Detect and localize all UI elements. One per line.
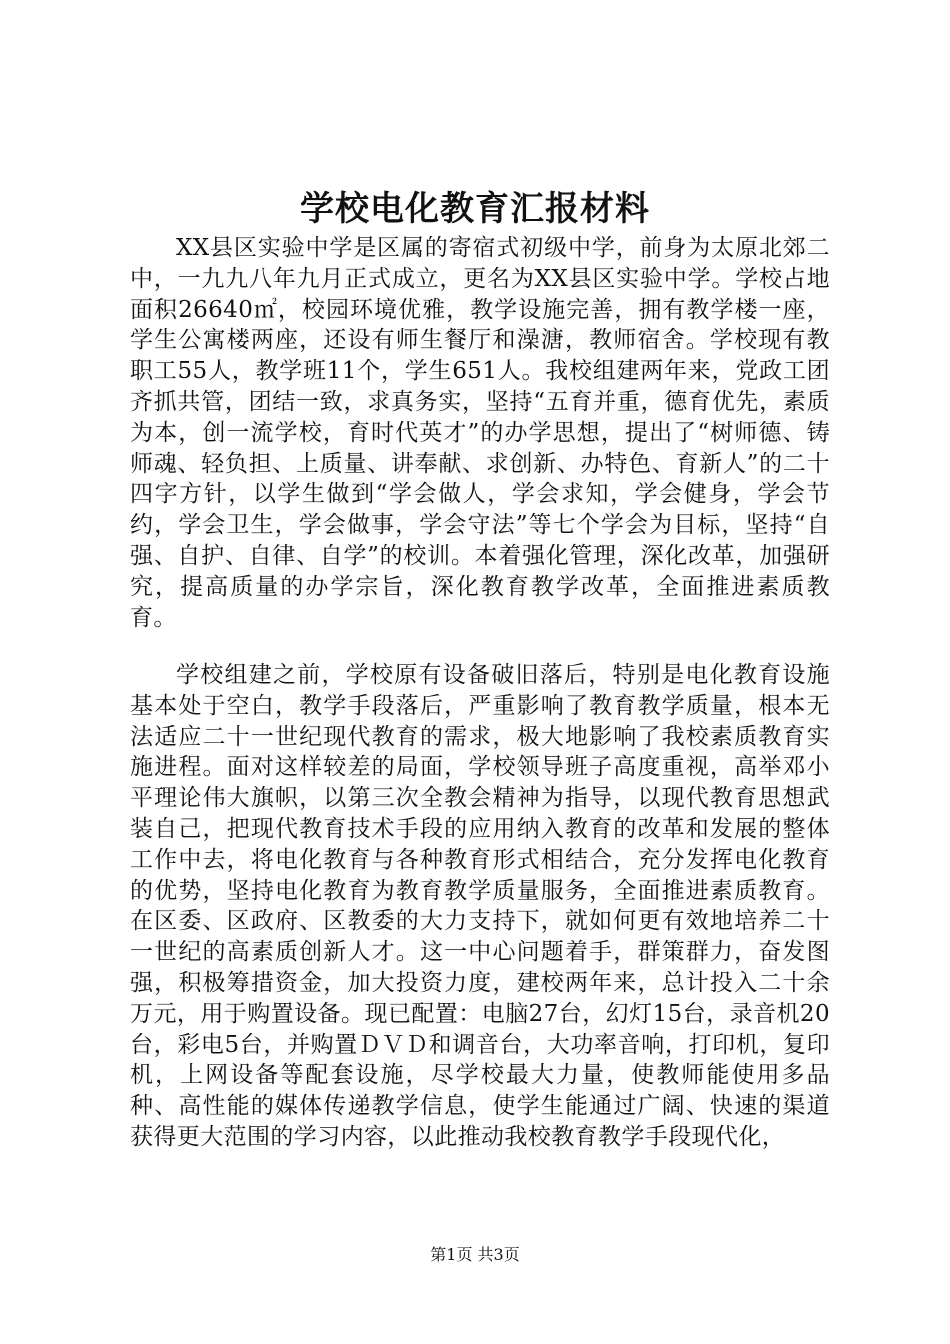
page-number: 第1页 共3页 [430,1245,520,1264]
document-title: 学校电化教育汇报材料 [300,189,650,229]
body-paragraph-1: XX县区实验中学是区属的寄宿式初级中学，前身为太原北郊二中，一九九八年九月正式成立，更名为XX县区实验中学。学校占地面积26640㎡，校园环境优雅，教学设施完善，拥有教学楼一座，学生公寓楼两座，还设有师生餐厅和澡溏，教师宿舍。学校现有教职工55人，教学班11个，学生651人。我校组建两年来，党政工团齐抓共管，团结一致，求真务实，坚持“五育并重，德育优先，素质为本，创一流学校，育时代英才”的办学思想，提出了“树师德、铸师魂、轻负担、上质量、讲奉献、求创新、办特色、育新人”的二十四字方针，以学生做到“学会做人，学会求知，学会健身，学会节约，学会卫生，学会做事，学会守法”等七个学会为目标，坚持“自强、自护、自律、自学”的校训。本着强化管理，深化改革，加强研究，提高质量的办学宗旨，深化教育教学改革，全面推进素质教育。 [130,235,830,631]
body-paragraph-2: 学校组建之前，学校原有设备破旧落后，特别是电化教育设施基本处于空白，教学手段落后，严重影响了教育教学质量，根本无法适应二十一世纪现代教育的需求，极大地影响了我校素质教育实施进程。面对这样较差的局面，学校领导班子高度重视，高举邓小平理论伟大旗帜，以第三次全教会精神为指导，以现代教育思想武装自己，把现代教育技术手段的应用纳入教育的改革和发展的整体工作中去，将电化教育与各种教育形式相结合，充分发挥电化教育的优势，坚持电化教育为教育教学质量服务，全面推进素质教育。在区委、区政府、区教委的大力支持下，就如何更有效地培养二十一世纪的高素质创新人才。这一中心问题着手，群策群力，奋发图强，积极筹措资金，加大投资力度，建校两年来，总计投入二十余万元，用于购置设备。现已配置：电脑27台，幻灯15台，录音机20台，彩电5台，并购置ＤＶＤ和调音台，大功率音响，打印机，复印机，上网设备等配套设施，尽学校最大力量，使教师能使用多品种、高性能的媒体传递教学信息，使学生能通过广阔、快速的渠道获得更大范围的学习内容，以此推动我校教育教学手段现代化， [130,662,830,1150]
